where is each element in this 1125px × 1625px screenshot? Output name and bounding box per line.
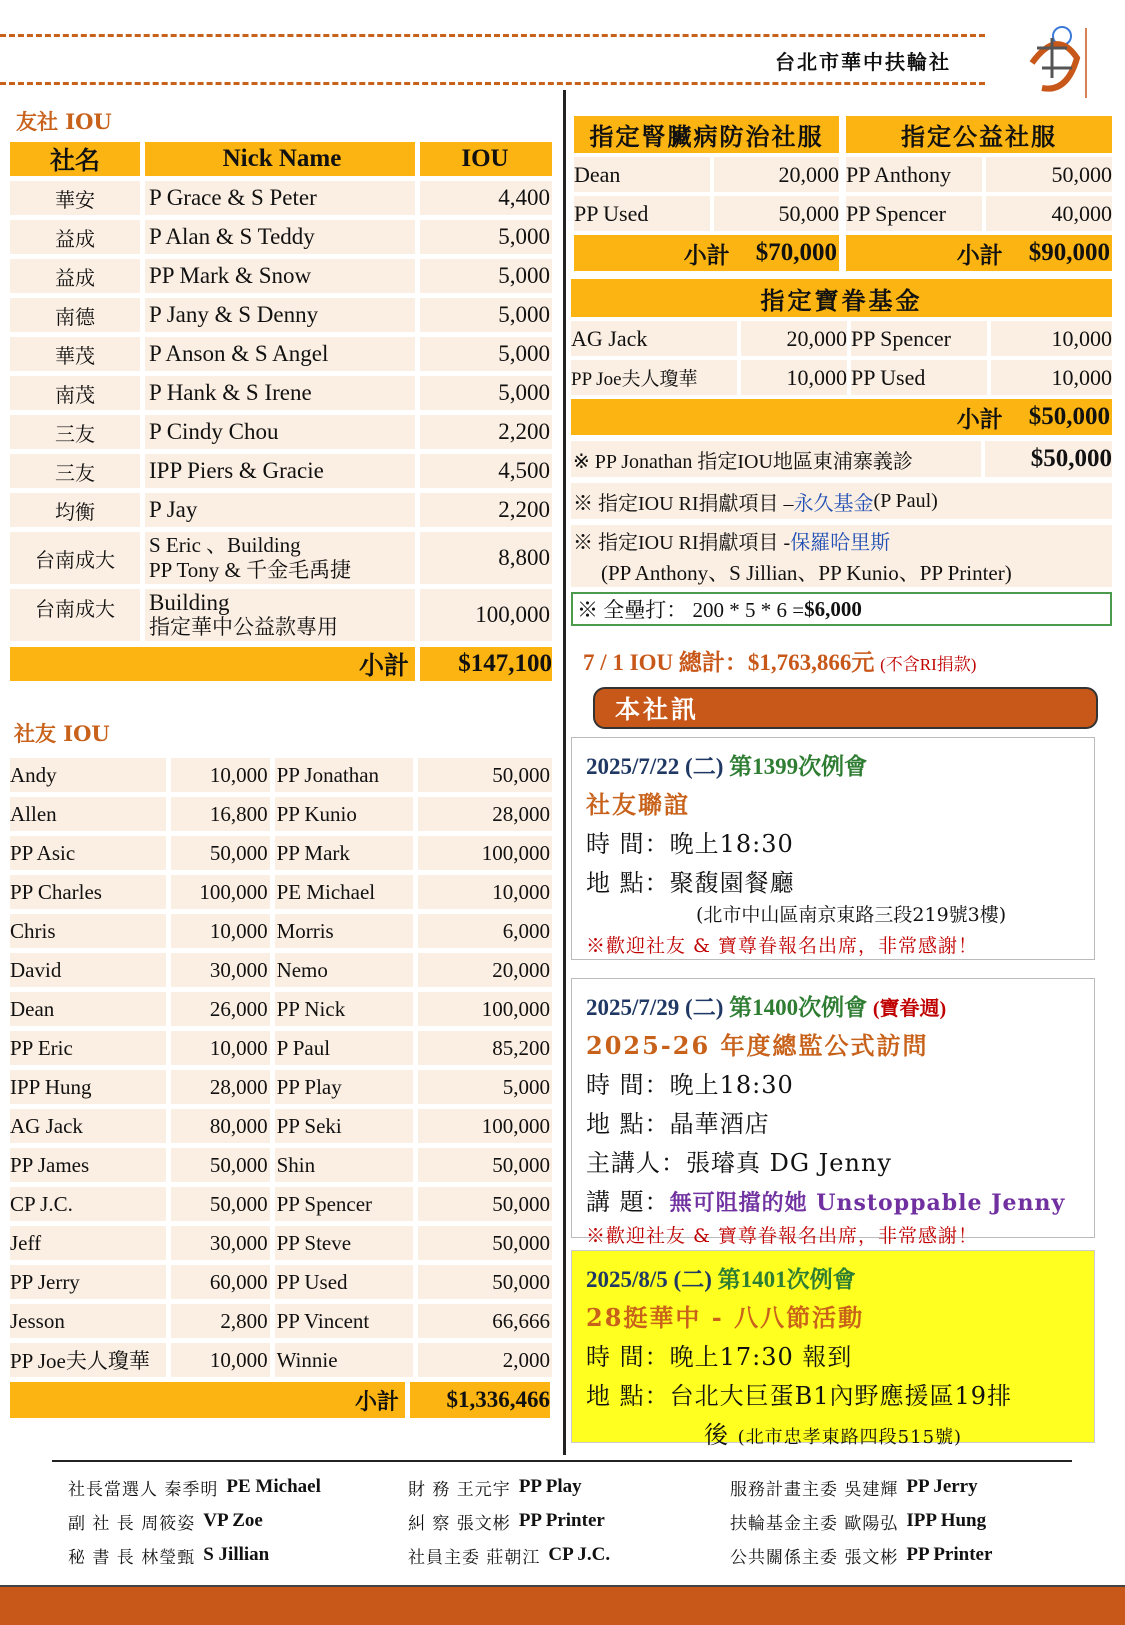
table-row <box>10 454 552 488</box>
member-iou: 10,000 <box>171 1343 270 1377</box>
friend-iou-label: 友社 IOU <box>16 109 112 134</box>
ri-note-1-prefix: ※ 指定IOU RI捐獻項目 – <box>573 492 794 515</box>
table-row <box>10 298 552 332</box>
row-value: 10,000 <box>991 321 1112 356</box>
row-value: 50,000 <box>714 196 839 231</box>
meeting-subject: 無可阻擋的她 Unstoppable Jenny <box>669 1190 1066 1216</box>
table-row <box>10 589 552 641</box>
subtotal-label: 小計 <box>956 405 1003 433</box>
table-row <box>10 259 552 293</box>
member-iou: 100,000 <box>418 992 552 1026</box>
table-row <box>10 493 552 527</box>
officer-role: 副 社 長 周筱姿 <box>68 1513 196 1534</box>
row-club: 南德 <box>10 298 140 332</box>
table-row <box>574 196 839 231</box>
row-name: P Anson & S Angel <box>145 337 415 371</box>
member-iou: 100,000 <box>418 836 552 870</box>
fullhit-note-amount: $6,000 <box>804 596 862 621</box>
officer-role: 公共關係主委 張文彬 <box>730 1547 899 1568</box>
officer-role: 扶輪基金主委 歐陽弘 <box>730 1513 899 1534</box>
meeting-topic: 2025-26 年度總監公式訪問 <box>586 1031 929 1060</box>
row-name-line2: PP Tony & 千金毛禹捷 <box>149 558 352 582</box>
row-name: P Jay <box>145 493 415 527</box>
table-row <box>574 157 839 192</box>
row-name: P Hank & S Irene <box>145 376 415 410</box>
meeting-time: 時 間：晚上18:30 <box>586 830 794 858</box>
member-name: IPP Hung <box>10 1070 166 1104</box>
officer-role: 服務計畫主委 吳建輝 <box>730 1479 899 1500</box>
meeting-number: 第1399次例會 <box>729 754 868 779</box>
row-club: 華茂 <box>10 337 140 371</box>
member-iou: 50,000 <box>418 1148 552 1182</box>
header-club: 社名 <box>10 142 140 176</box>
member-iou: 50,000 <box>418 1226 552 1260</box>
officer-entry <box>730 1504 992 1538</box>
public-title: 指定公益社服 <box>846 116 1112 153</box>
friend-iou-table <box>10 142 552 686</box>
officer-entry <box>408 1538 610 1572</box>
meeting-time: 時 間：晚上17:30 報到 <box>586 1343 853 1371</box>
row-club: 南茂 <box>10 376 140 410</box>
member-name: Nemo <box>275 953 414 987</box>
member-name: Jeff <box>10 1226 166 1260</box>
row-club: 台南成大 <box>10 532 140 584</box>
officer-entry <box>730 1538 992 1572</box>
member-iou: 10,000 <box>171 758 270 792</box>
officer-role: 糾 察 張文彬 <box>408 1513 511 1534</box>
member-name: PE Michael <box>275 875 414 909</box>
member-name: PP Charles <box>10 875 166 909</box>
member-name: Andy <box>10 758 166 792</box>
subtotal-value: $50,000 <box>1028 403 1110 430</box>
officer-nickname: IPP Hung <box>906 1510 987 1531</box>
officer-role: 秘 書 長 林瑩甄 <box>68 1547 196 1568</box>
club-name: 台北市華中扶輪社 <box>775 50 951 74</box>
row-iou: 5,000 <box>420 298 552 332</box>
row-name-line1: S Eric 、Building <box>149 533 301 557</box>
header-nickname: Nick Name <box>145 142 415 176</box>
ri-note-1-highlight: 永久基金 <box>793 492 874 515</box>
row-iou: 5,000 <box>420 376 552 410</box>
member-name: PP Play <box>275 1070 414 1104</box>
officer-nickname: S Jillian <box>203 1544 270 1565</box>
member-iou: 16,800 <box>171 797 270 831</box>
member-iou: 66,666 <box>418 1304 552 1338</box>
kidney-title: 指定腎臟病防治社服 <box>574 116 839 153</box>
member-iou: 28,000 <box>171 1070 270 1104</box>
officer-entry <box>730 1470 992 1504</box>
member-iou: 80,000 <box>171 1109 270 1143</box>
fullhit-note-prefix: ※ 全壘打： 200 * 5 * 6 = <box>577 598 805 622</box>
meeting-place: 地 點：聚馥園餐廳 <box>586 869 795 897</box>
officer-role: 財 務 王元宇 <box>408 1479 511 1500</box>
officer-role: 社長當選人 秦季明 <box>68 1479 219 1500</box>
row-name: IPP Piers & Gracie <box>145 454 415 488</box>
member-iou: 50,000 <box>418 1187 552 1221</box>
table-row <box>10 953 552 987</box>
table-row <box>10 1304 552 1338</box>
table-row <box>10 914 552 948</box>
row-name: PP Spencer <box>846 196 982 231</box>
row-iou: 8,800 <box>420 532 552 584</box>
table-row <box>10 1031 552 1065</box>
officer-column-2 <box>408 1470 610 1572</box>
ri-note-1 <box>571 483 1112 519</box>
iou-total-note: (不含RI捐款) <box>880 655 977 674</box>
row-club: 三友 <box>10 454 140 488</box>
header-dash-bottom <box>0 82 985 85</box>
row-name: Dean <box>574 157 710 192</box>
table-row <box>846 196 1112 231</box>
table-row <box>10 220 552 254</box>
member-name: PP Used <box>275 1265 414 1299</box>
row-iou: 4,500 <box>420 454 552 488</box>
friend-iou-subtotal <box>10 647 552 681</box>
table-row <box>10 1070 552 1104</box>
row-club: 華安 <box>10 181 140 215</box>
ri-note-2-prefix: ※ 指定IOU RI捐獻項目 - <box>573 532 791 554</box>
officer-nickname: PP Printer <box>906 1544 993 1565</box>
row-name: PP Joe夫人瓊華 <box>571 360 737 395</box>
table-row <box>571 360 1112 395</box>
subtotal-label: 小計 <box>10 1382 405 1418</box>
member-name: PP Kunio <box>275 797 414 831</box>
member-iou: 6,000 <box>418 914 552 948</box>
table-row <box>10 1109 552 1143</box>
member-iou: 85,200 <box>418 1031 552 1065</box>
table-row <box>10 875 552 909</box>
row-name <box>145 532 415 584</box>
row-value: 10,000 <box>741 360 847 395</box>
row-value: 20,000 <box>714 157 839 192</box>
table-row <box>571 321 1112 356</box>
member-name: PP Jonathan <box>275 758 414 792</box>
member-iou: 10,000 <box>171 1031 270 1065</box>
meeting-topic: 28挺華中 - 八八節活動 <box>586 1303 865 1332</box>
public-section <box>846 116 1112 271</box>
officer-nickname: PP Play <box>518 1476 582 1497</box>
member-name: PP Steve <box>275 1226 414 1260</box>
member-name: PP Spencer <box>275 1187 414 1221</box>
meeting-number: 第1400次例會 <box>729 995 868 1020</box>
table-row <box>10 337 552 371</box>
member-iou: 2,800 <box>171 1304 270 1338</box>
table-row <box>10 181 552 215</box>
member-iou: 30,000 <box>171 953 270 987</box>
member-name: AG Jack <box>10 1109 166 1143</box>
row-name: PP Spencer <box>851 321 987 356</box>
member-iou: 100,000 <box>171 875 270 909</box>
row-iou: 5,000 <box>420 337 552 371</box>
fullhit-note <box>571 592 1112 626</box>
row-name: P Grace & S Peter <box>145 181 415 215</box>
member-name: Shin <box>275 1148 414 1182</box>
meeting-address: (北市中山區南京東路三段219號3樓) <box>696 904 1007 926</box>
row-value: 20,000 <box>741 321 847 356</box>
table-row <box>846 157 1112 192</box>
row-club: 三友 <box>10 415 140 449</box>
officer-list <box>0 1470 1125 1580</box>
row-club: 台南成大 <box>10 589 140 641</box>
meeting-card-1400 <box>571 978 1095 1247</box>
member-iou-subtotal <box>10 1382 552 1418</box>
subtotal-value: $1,336,466 <box>410 1382 550 1418</box>
row-name-line2: 指定華中公益款專用 <box>149 615 338 639</box>
meeting-subject-label: 講 題： <box>586 1188 670 1216</box>
table-row <box>10 836 552 870</box>
member-iou-label: 社友 IOU <box>14 721 110 746</box>
member-iou: 50,000 <box>418 758 552 792</box>
officer-nickname: PP Printer <box>518 1510 605 1531</box>
member-iou: 30,000 <box>171 1226 270 1260</box>
officer-entry <box>68 1470 321 1504</box>
member-iou: 10,000 <box>418 875 552 909</box>
row-name: P Jany & S Denny <box>145 298 415 332</box>
iou-total-text: 7 / 1 IOU 總計：$1,763,866元 <box>583 650 875 675</box>
table-row <box>10 992 552 1026</box>
officer-entry <box>68 1504 321 1538</box>
member-iou: 20,000 <box>418 953 552 987</box>
meeting-date: 2025/7/22 (二) <box>586 754 724 779</box>
member-name: PP James <box>10 1148 166 1182</box>
officer-nickname: PP Jerry <box>906 1476 978 1497</box>
member-name: PP Asic <box>10 836 166 870</box>
member-iou-table <box>10 758 552 1418</box>
member-name: Allen <box>10 797 166 831</box>
jonathan-note-text: ※ PP Jonathan 指定IOU地區東浦寨義診 <box>571 441 981 477</box>
meeting-tag: (寶眷週) <box>872 998 947 1020</box>
meeting-welcome: ※歡迎社友 & 寶尊眷報名出席，非常感謝！ <box>586 1225 978 1247</box>
subtotal-value: $147,100 <box>420 647 552 681</box>
row-club: 益成 <box>10 220 140 254</box>
subtotal-label: 小計 <box>956 241 1003 269</box>
meeting-date: 2025/7/29 (二) <box>586 995 724 1020</box>
subtotal-value: $90,000 <box>1028 239 1110 266</box>
member-iou: 5,000 <box>418 1070 552 1104</box>
member-name: PP Joe夫人瓊華 <box>10 1343 166 1377</box>
meeting-number: 第1401次例會 <box>717 1267 856 1292</box>
table-row <box>10 1226 552 1260</box>
member-iou: 100,000 <box>418 1109 552 1143</box>
meeting-date: 2025/8/5 (二) <box>586 1267 712 1292</box>
row-iou: 5,000 <box>420 220 552 254</box>
officer-role: 社員主委 莊朝江 <box>408 1547 541 1568</box>
member-name: Jesson <box>10 1304 166 1338</box>
officer-entry <box>68 1538 321 1572</box>
table-row <box>10 797 552 831</box>
row-iou: 4,400 <box>420 181 552 215</box>
member-iou: 2,000 <box>418 1343 552 1377</box>
officer-entry <box>408 1504 610 1538</box>
row-name: PP Mark & Snow <box>145 259 415 293</box>
meeting-place-cont: 後 <box>704 1421 729 1449</box>
header-iou: IOU <box>420 142 552 176</box>
row-iou: 2,200 <box>420 415 552 449</box>
officer-column-3 <box>730 1470 992 1572</box>
member-iou: 50,000 <box>171 836 270 870</box>
officer-entry <box>408 1470 610 1504</box>
friend-iou-header <box>10 142 552 176</box>
meeting-speaker: 主講人：張璿真 DG Jenny <box>586 1149 892 1177</box>
member-name: Dean <box>10 992 166 1026</box>
jonathan-note <box>571 441 1112 477</box>
row-name: PP Anthony <box>846 157 982 192</box>
club-logo-icon <box>1012 8 1094 108</box>
row-iou: 5,000 <box>420 259 552 293</box>
row-name: PP Used <box>851 360 987 395</box>
member-name: PP Jerry <box>10 1265 166 1299</box>
subtotal-label: 小計 <box>10 647 415 681</box>
row-name-line1: Building <box>149 590 230 615</box>
meeting-time: 時 間：晚上18:30 <box>586 1071 794 1099</box>
row-value: 40,000 <box>986 196 1112 231</box>
table-row <box>10 532 552 584</box>
row-name: P Cindy Chou <box>145 415 415 449</box>
table-row <box>10 415 552 449</box>
table-row <box>10 1265 552 1299</box>
header-dash-top <box>0 34 985 37</box>
member-iou: 50,000 <box>418 1265 552 1299</box>
meeting-welcome: ※歡迎社友 & 寶尊眷報名出席，非常感謝！ <box>586 935 978 957</box>
officer-column-1 <box>68 1470 321 1572</box>
member-name: PP Seki <box>275 1109 414 1143</box>
public-subtotal <box>846 235 1112 271</box>
row-name <box>145 589 415 641</box>
row-iou: 2,200 <box>420 493 552 527</box>
officer-nickname: VP Zoe <box>203 1510 263 1531</box>
row-name: P Alan & S Teddy <box>145 220 415 254</box>
member-name: PP Eric <box>10 1031 166 1065</box>
member-name: Winnie <box>275 1343 414 1377</box>
table-row <box>10 758 552 792</box>
row-value: 50,000 <box>986 157 1112 192</box>
row-name: AG Jack <box>571 321 737 356</box>
member-iou: 50,000 <box>171 1187 270 1221</box>
table-row <box>10 1187 552 1221</box>
ri-note-2 <box>571 525 1112 587</box>
family-section <box>571 279 1112 435</box>
ri-note-2-line2: (PP Anthony、S Jillian、PP Kunio、PP Printer) <box>601 560 1012 585</box>
member-name: CP J.C. <box>10 1187 166 1221</box>
footer-bar <box>0 1585 1125 1625</box>
column-divider <box>563 90 566 1455</box>
member-name: PP Nick <box>275 992 414 1026</box>
meeting-place: 地 點：晶華酒店 <box>586 1110 770 1138</box>
meeting-address: (北市忠孝東路四段515號) <box>737 1427 963 1448</box>
ri-note-2-highlight: 保羅哈里斯 <box>790 532 891 554</box>
member-iou: 60,000 <box>171 1265 270 1299</box>
member-name: David <box>10 953 166 987</box>
member-iou: 28,000 <box>418 797 552 831</box>
news-title: 本社訊 <box>593 687 1098 729</box>
ri-note-1-suffix: (P Paul) <box>873 489 938 512</box>
officer-nickname: CP J.C. <box>548 1544 611 1565</box>
member-name: PP Vincent <box>275 1304 414 1338</box>
row-iou: 100,000 <box>420 589 552 641</box>
subtotal-value: $70,000 <box>755 239 837 266</box>
meeting-card-1401 <box>571 1250 1095 1449</box>
table-row <box>10 376 552 410</box>
family-title: 指定寶眷基金 <box>571 279 1112 317</box>
iou-total <box>583 644 976 677</box>
officer-nickname: PE Michael <box>226 1476 321 1497</box>
meeting-topic: 社友聯誼 <box>586 790 690 819</box>
footer-line-top <box>52 1460 1072 1462</box>
row-value: 10,000 <box>991 360 1112 395</box>
kidney-subtotal <box>574 235 839 271</box>
member-name: PP Mark <box>275 836 414 870</box>
kidney-section <box>574 116 839 271</box>
family-subtotal <box>571 399 1112 435</box>
member-name: P Paul <box>275 1031 414 1065</box>
row-club: 均衡 <box>10 493 140 527</box>
meeting-place: 地 點：台北大巨蛋B1內野應援區19排 <box>586 1382 1013 1410</box>
table-row <box>10 1148 552 1182</box>
row-club: 益成 <box>10 259 140 293</box>
subtotal-label: 小計 <box>683 241 730 269</box>
member-name: Morris <box>275 914 414 948</box>
row-name: PP Used <box>574 196 710 231</box>
member-iou: 50,000 <box>171 1148 270 1182</box>
jonathan-note-amount: $50,000 <box>985 441 1112 477</box>
table-row <box>10 1343 552 1377</box>
member-name: Chris <box>10 914 166 948</box>
meeting-card-1399 <box>571 737 1095 960</box>
member-iou: 10,000 <box>171 914 270 948</box>
member-iou: 26,000 <box>171 992 270 1026</box>
